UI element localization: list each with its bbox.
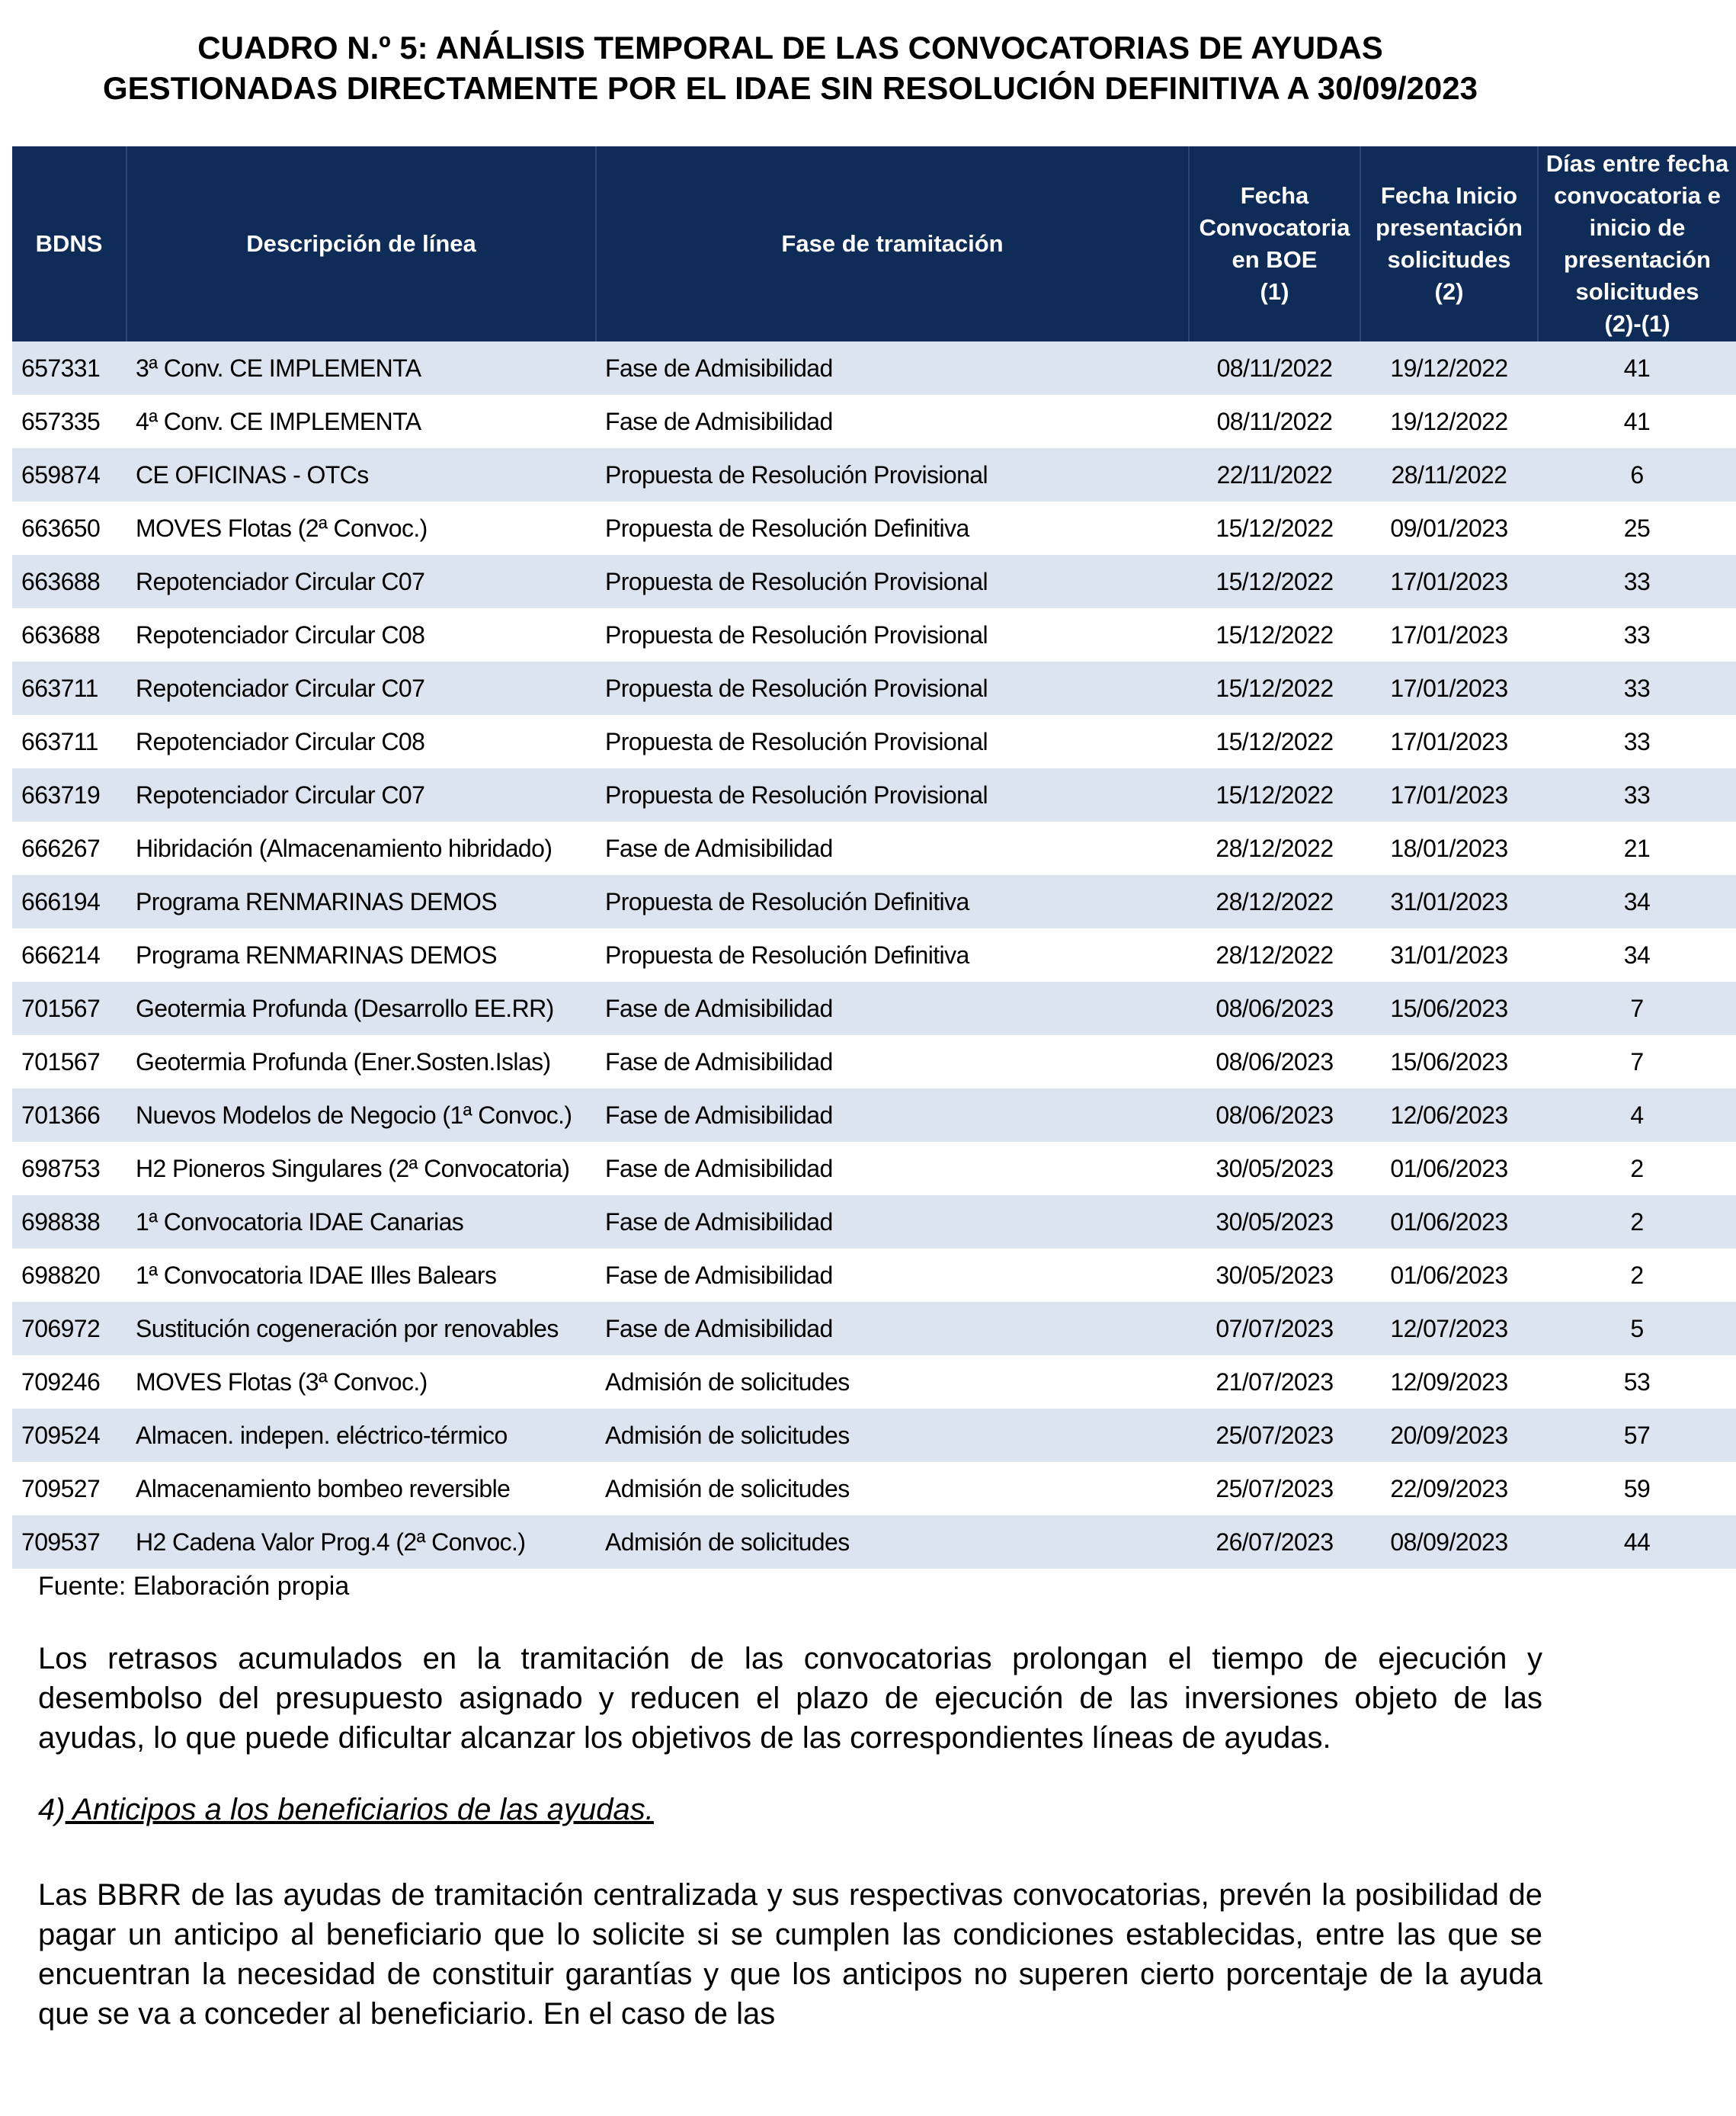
cell-fase: Fase de Admisibilidad bbox=[596, 1195, 1189, 1249]
cell-fase: Fase de Admisibilidad bbox=[596, 341, 1189, 395]
cell-fecha-inicio: 31/01/2023 bbox=[1360, 928, 1538, 982]
cell-fase: Fase de Admisibilidad bbox=[596, 395, 1189, 448]
cell-fase: Propuesta de Resolución Provisional bbox=[596, 608, 1189, 662]
cell-dias: 33 bbox=[1538, 555, 1736, 608]
cell-bdns: 701567 bbox=[12, 982, 127, 1035]
cell-descripcion: Repotenciador Circular C07 bbox=[127, 662, 596, 715]
cell-descripcion: MOVES Flotas (3ª Convoc.) bbox=[127, 1355, 596, 1409]
cell-bdns: 706972 bbox=[12, 1302, 127, 1355]
cell-fecha-boe: 15/12/2022 bbox=[1189, 555, 1360, 608]
cell-fase: Fase de Admisibilidad bbox=[596, 1249, 1189, 1302]
cell-fecha-boe: 15/12/2022 bbox=[1189, 715, 1360, 768]
cell-fecha-boe: 22/11/2022 bbox=[1189, 448, 1360, 502]
cell-fase: Admisión de solicitudes bbox=[596, 1515, 1189, 1569]
cell-dias: 44 bbox=[1538, 1515, 1736, 1569]
cell-fecha-boe: 08/06/2023 bbox=[1189, 1035, 1360, 1088]
cell-fecha-boe: 15/12/2022 bbox=[1189, 768, 1360, 822]
cell-fase: Fase de Admisibilidad bbox=[596, 1088, 1189, 1142]
cell-fecha-boe: 08/06/2023 bbox=[1189, 1088, 1360, 1142]
table-header-row bbox=[12, 146, 1736, 341]
section-number: 4) bbox=[38, 1793, 66, 1826]
cell-dias: 41 bbox=[1538, 395, 1736, 448]
cell-fecha-inicio: 01/06/2023 bbox=[1360, 1142, 1538, 1195]
cell-fecha-inicio: 19/12/2022 bbox=[1360, 341, 1538, 395]
cell-bdns: 659874 bbox=[12, 448, 127, 502]
table-row bbox=[12, 555, 1736, 608]
table-row bbox=[12, 1462, 1736, 1515]
cell-descripcion: 1ª Convocatoria IDAE Canarias bbox=[127, 1195, 596, 1249]
cell-dias: 59 bbox=[1538, 1462, 1736, 1515]
cell-bdns: 663711 bbox=[12, 662, 127, 715]
cell-bdns: 666214 bbox=[12, 928, 127, 982]
table-row bbox=[12, 768, 1736, 822]
cell-bdns: 666194 bbox=[12, 875, 127, 928]
header-fecha-inicio: Fecha Inicio presentación solicitudes (2) bbox=[1360, 146, 1538, 341]
cell-fase: Fase de Admisibilidad bbox=[596, 1302, 1189, 1355]
cell-fase: Propuesta de Resolución Provisional bbox=[596, 555, 1189, 608]
cell-dias: 57 bbox=[1538, 1409, 1736, 1462]
cell-fecha-boe: 07/07/2023 bbox=[1189, 1302, 1360, 1355]
cell-fecha-boe: 30/05/2023 bbox=[1189, 1249, 1360, 1302]
cell-descripcion: Geotermia Profunda (Ener.Sosten.Islas) bbox=[127, 1035, 596, 1088]
cell-fecha-boe: 30/05/2023 bbox=[1189, 1142, 1360, 1195]
cell-fecha-inicio: 18/01/2023 bbox=[1360, 822, 1538, 875]
title-line-2: GESTIONADAS DIRECTAMENTE POR EL IDAE SIN RESOLUCIÓN DEFINITIVA A 30/09/2023 bbox=[103, 70, 1478, 106]
cell-bdns: 663719 bbox=[12, 768, 127, 822]
cell-fase: Propuesta de Resolución Definitiva bbox=[596, 502, 1189, 555]
cell-fase: Propuesta de Resolución Provisional bbox=[596, 662, 1189, 715]
cell-fase: Propuesta de Resolución Provisional bbox=[596, 448, 1189, 502]
table-row bbox=[12, 1249, 1736, 1302]
cell-bdns: 709246 bbox=[12, 1355, 127, 1409]
table-row bbox=[12, 608, 1736, 662]
convocatorias-table bbox=[12, 146, 1736, 1569]
cell-fecha-inicio: 17/01/2023 bbox=[1360, 662, 1538, 715]
cell-descripcion: MOVES Flotas (2ª Convoc.) bbox=[127, 502, 596, 555]
cell-dias: 5 bbox=[1538, 1302, 1736, 1355]
header-dias: Días entre fecha convocatoria e inicio de presentación solicitudes (2)-(1) bbox=[1538, 146, 1736, 341]
cell-bdns: 657331 bbox=[12, 341, 127, 395]
cell-fecha-inicio: 12/09/2023 bbox=[1360, 1355, 1538, 1409]
cell-fecha-boe: 15/12/2022 bbox=[1189, 502, 1360, 555]
cell-fase: Fase de Admisibilidad bbox=[596, 982, 1189, 1035]
cell-fecha-inicio: 01/06/2023 bbox=[1360, 1249, 1538, 1302]
cell-fecha-inicio: 17/01/2023 bbox=[1360, 608, 1538, 662]
cell-fecha-boe: 08/11/2022 bbox=[1189, 395, 1360, 448]
source-note: Fuente: Elaboración propia bbox=[38, 1572, 350, 1601]
table-row bbox=[12, 662, 1736, 715]
table-row bbox=[12, 502, 1736, 555]
cell-fase: Propuesta de Resolución Definitiva bbox=[596, 875, 1189, 928]
table-row bbox=[12, 1302, 1736, 1355]
cell-bdns: 709527 bbox=[12, 1462, 127, 1515]
cell-fase: Propuesta de Resolución Provisional bbox=[596, 768, 1189, 822]
cell-fecha-boe: 28/12/2022 bbox=[1189, 928, 1360, 982]
cell-descripcion: Almacenamiento bombeo reversible bbox=[127, 1462, 596, 1515]
cell-descripcion: Nuevos Modelos de Negocio (1ª Convoc.) bbox=[127, 1088, 596, 1142]
cell-bdns: 663650 bbox=[12, 502, 127, 555]
cell-fecha-boe: 15/12/2022 bbox=[1189, 662, 1360, 715]
cell-fecha-inicio: 15/06/2023 bbox=[1360, 1035, 1538, 1088]
cell-descripcion: Repotenciador Circular C07 bbox=[127, 555, 596, 608]
cell-dias: 4 bbox=[1538, 1088, 1736, 1142]
cell-fecha-inicio: 17/01/2023 bbox=[1360, 715, 1538, 768]
table-row bbox=[12, 1355, 1736, 1409]
cell-descripcion: Almacen. indepen. eléctrico-térmico bbox=[127, 1409, 596, 1462]
cell-fecha-inicio: 20/09/2023 bbox=[1360, 1409, 1538, 1462]
cell-dias: 34 bbox=[1538, 928, 1736, 982]
cell-fase: Propuesta de Resolución Definitiva bbox=[596, 928, 1189, 982]
cell-bdns: 701366 bbox=[12, 1088, 127, 1142]
cell-descripcion: Programa RENMARINAS DEMOS bbox=[127, 928, 596, 982]
cell-bdns: 663688 bbox=[12, 608, 127, 662]
cell-descripcion: H2 Pioneros Singulares (2ª Convocatoria) bbox=[127, 1142, 596, 1195]
cell-descripcion: CE OFICINAS - OTCs bbox=[127, 448, 596, 502]
cell-descripcion: 1ª Convocatoria IDAE Illes Balears bbox=[127, 1249, 596, 1302]
header-bdns: BDNS bbox=[12, 146, 127, 341]
header-fecha-boe: Fecha Convocatoria en BOE (1) bbox=[1189, 146, 1360, 341]
table-row bbox=[12, 875, 1736, 928]
cell-dias: 6 bbox=[1538, 448, 1736, 502]
title-line-1: CUADRO N.º 5: ANÁLISIS TEMPORAL DE LAS CONVOCATORIAS DE AYUDAS bbox=[197, 30, 1383, 66]
cell-fecha-boe: 30/05/2023 bbox=[1189, 1195, 1360, 1249]
cell-fecha-boe: 21/07/2023 bbox=[1189, 1355, 1360, 1409]
cell-bdns: 698838 bbox=[12, 1195, 127, 1249]
cell-fase: Propuesta de Resolución Provisional bbox=[596, 715, 1189, 768]
cell-dias: 33 bbox=[1538, 662, 1736, 715]
cell-bdns: 701567 bbox=[12, 1035, 127, 1088]
cell-fase: Admisión de solicitudes bbox=[596, 1409, 1189, 1462]
cell-dias: 2 bbox=[1538, 1142, 1736, 1195]
cell-fecha-boe: 25/07/2023 bbox=[1189, 1409, 1360, 1462]
table-row bbox=[12, 1142, 1736, 1195]
cell-descripcion: 4ª Conv. CE IMPLEMENTA bbox=[127, 395, 596, 448]
cell-bdns: 698753 bbox=[12, 1142, 127, 1195]
cell-fecha-inicio: 12/07/2023 bbox=[1360, 1302, 1538, 1355]
table-body bbox=[12, 341, 1736, 1569]
table-row bbox=[12, 395, 1736, 448]
cell-fecha-boe: 28/12/2022 bbox=[1189, 875, 1360, 928]
cell-descripcion: Repotenciador Circular C08 bbox=[127, 715, 596, 768]
section-heading bbox=[38, 1793, 654, 1827]
cell-fecha-inicio: 22/09/2023 bbox=[1360, 1462, 1538, 1515]
cell-fecha-inicio: 01/06/2023 bbox=[1360, 1195, 1538, 1249]
header-descripcion: Descripción de línea bbox=[127, 146, 596, 341]
cell-dias: 25 bbox=[1538, 502, 1736, 555]
cell-bdns: 663688 bbox=[12, 555, 127, 608]
table-row bbox=[12, 341, 1736, 395]
cell-descripcion: Geotermia Profunda (Desarrollo EE.RR) bbox=[127, 982, 596, 1035]
cell-fecha-boe: 15/12/2022 bbox=[1189, 608, 1360, 662]
cell-bdns: 663711 bbox=[12, 715, 127, 768]
paragraph-delays: Los retrasos acumulados en la tramitación de las convocatorias prolongan el tiempo de ejecución y desembolso del presupuesto asignado y reducen el plazo de ejecución de las inversiones objeto de las ayudas, lo que puede dificultar alcanzar los objetivos de las correspondientes líneas de ayudas. bbox=[38, 1642, 1542, 1755]
cell-descripcion: Programa RENMARINAS DEMOS bbox=[127, 875, 596, 928]
cell-descripcion: Hibridación (Almacenamiento hibridado) bbox=[127, 822, 596, 875]
table-row bbox=[12, 822, 1736, 875]
cell-fecha-boe: 28/12/2022 bbox=[1189, 822, 1360, 875]
cell-bdns: 709524 bbox=[12, 1409, 127, 1462]
table-row bbox=[12, 1515, 1736, 1569]
cell-dias: 2 bbox=[1538, 1195, 1736, 1249]
cell-descripcion: H2 Cadena Valor Prog.4 (2ª Convoc.) bbox=[127, 1515, 596, 1569]
cell-fecha-inicio: 12/06/2023 bbox=[1360, 1088, 1538, 1142]
cell-fecha-inicio: 17/01/2023 bbox=[1360, 768, 1538, 822]
cell-bdns: 709537 bbox=[12, 1515, 127, 1569]
cell-fecha-inicio: 28/11/2022 bbox=[1360, 448, 1538, 502]
table-row bbox=[12, 448, 1736, 502]
cell-dias: 53 bbox=[1538, 1355, 1736, 1409]
cell-fecha-inicio: 31/01/2023 bbox=[1360, 875, 1538, 928]
cell-fase: Fase de Admisibilidad bbox=[596, 1142, 1189, 1195]
cell-bdns: 657335 bbox=[12, 395, 127, 448]
table-title bbox=[0, 27, 1581, 108]
cell-fecha-inicio: 09/01/2023 bbox=[1360, 502, 1538, 555]
cell-descripcion: 3ª Conv. CE IMPLEMENTA bbox=[127, 341, 596, 395]
paragraph-anticipos: Las BBRR de las ayudas de tramitación centralizada y sus respectivas convocatorias, prevén la posibilidad de pagar un anticipo al beneficiario que lo solicite si se cumplen las condiciones establecidas, entre las que se encuentran la necesidad de constituir garantías y que los anticipos no superen cierto porcentaje de la ayuda que se va a conceder al beneficiario. En el caso de las bbox=[38, 1878, 1542, 2031]
table-row bbox=[12, 928, 1736, 982]
cell-fecha-inicio: 08/09/2023 bbox=[1360, 1515, 1538, 1569]
cell-fecha-boe: 08/11/2022 bbox=[1189, 341, 1360, 395]
cell-dias: 41 bbox=[1538, 341, 1736, 395]
cell-bdns: 666267 bbox=[12, 822, 127, 875]
cell-dias: 33 bbox=[1538, 608, 1736, 662]
table-row bbox=[12, 1035, 1736, 1088]
cell-fecha-boe: 08/06/2023 bbox=[1189, 982, 1360, 1035]
cell-dias: 33 bbox=[1538, 768, 1736, 822]
table-row bbox=[12, 1088, 1736, 1142]
cell-fecha-boe: 26/07/2023 bbox=[1189, 1515, 1360, 1569]
cell-fecha-inicio: 19/12/2022 bbox=[1360, 395, 1538, 448]
table-row bbox=[12, 1409, 1736, 1462]
cell-descripcion: Repotenciador Circular C07 bbox=[127, 768, 596, 822]
cell-descripcion: Repotenciador Circular C08 bbox=[127, 608, 596, 662]
cell-fase: Admisión de solicitudes bbox=[596, 1355, 1189, 1409]
cell-fase: Fase de Admisibilidad bbox=[596, 822, 1189, 875]
table-row bbox=[12, 982, 1736, 1035]
cell-descripcion: Sustitución cogeneración por renovables bbox=[127, 1302, 596, 1355]
table-row bbox=[12, 1195, 1736, 1249]
section-title: Anticipos a los beneficiarios de las ayudas. bbox=[65, 1793, 654, 1826]
cell-fase: Admisión de solicitudes bbox=[596, 1462, 1189, 1515]
cell-dias: 7 bbox=[1538, 1035, 1736, 1088]
cell-dias: 2 bbox=[1538, 1249, 1736, 1302]
cell-dias: 34 bbox=[1538, 875, 1736, 928]
table-row bbox=[12, 715, 1736, 768]
cell-dias: 21 bbox=[1538, 822, 1736, 875]
header-fase: Fase de tramitación bbox=[596, 146, 1189, 341]
cell-dias: 7 bbox=[1538, 982, 1736, 1035]
cell-fase: Fase de Admisibilidad bbox=[596, 1035, 1189, 1088]
cell-fecha-inicio: 15/06/2023 bbox=[1360, 982, 1538, 1035]
cell-bdns: 698820 bbox=[12, 1249, 127, 1302]
cell-fecha-inicio: 17/01/2023 bbox=[1360, 555, 1538, 608]
cell-fecha-boe: 25/07/2023 bbox=[1189, 1462, 1360, 1515]
cell-dias: 33 bbox=[1538, 715, 1736, 768]
